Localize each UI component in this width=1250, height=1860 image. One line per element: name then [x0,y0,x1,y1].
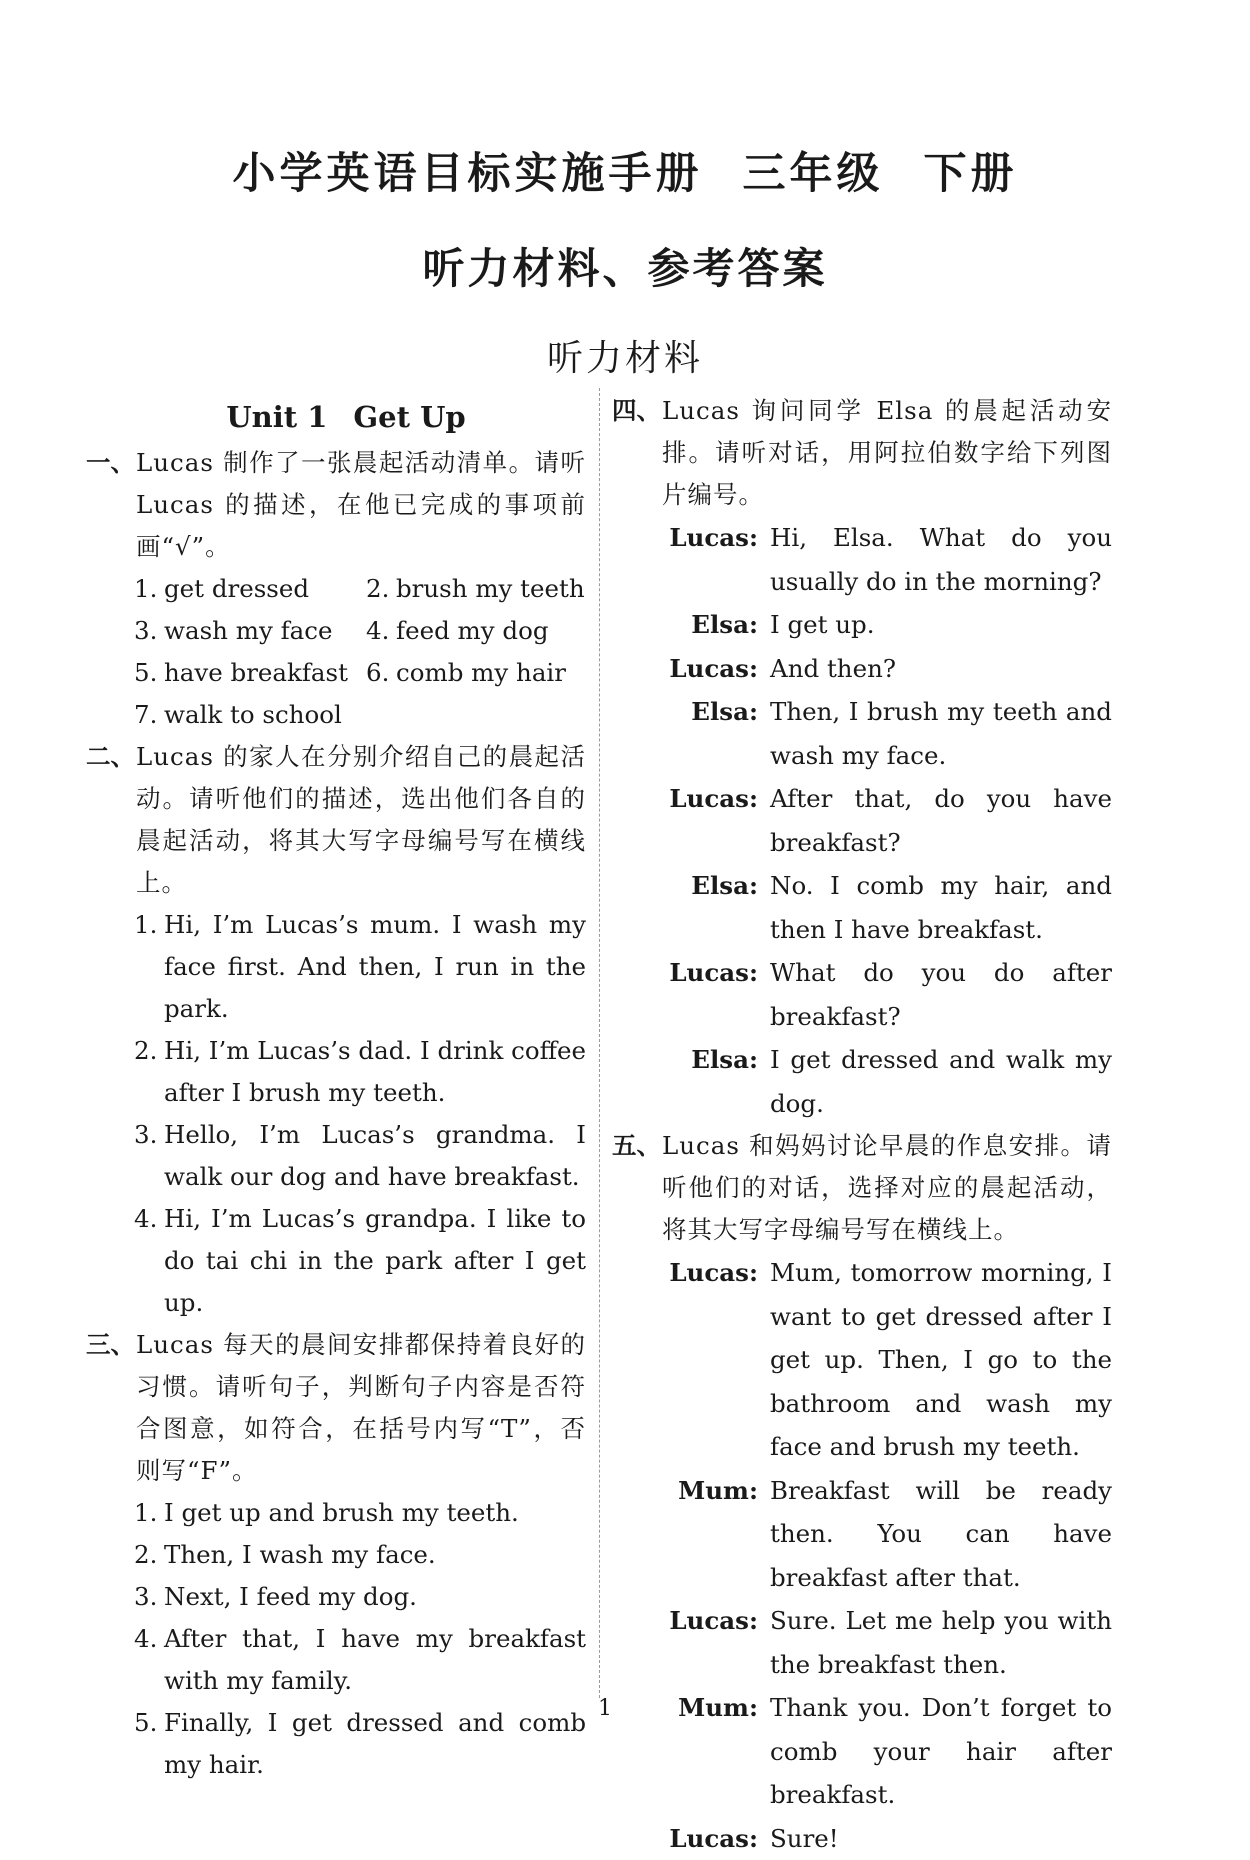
list-item [134,1198,586,1324]
dialogue-line [662,1469,1112,1600]
item-number: 7. [134,694,164,736]
item-number: 3. [134,610,164,652]
item-number: 5. [134,652,164,694]
list-item [134,1030,586,1114]
item-text: I get up and brush my teeth. [164,1492,586,1534]
item-number: 1. [134,568,164,610]
speaker: Elsa: [662,1038,770,1125]
question-1 [86,442,586,568]
item-number: 2. [366,568,396,610]
item-text: Hello, I’m Lucas’s grandma. I walk our dog and have breakfast. [164,1114,586,1198]
utterance: Breakfast will be ready then. You can have breakfast after that. [770,1469,1112,1600]
question-5 [612,1125,1112,1251]
dialogue-line [662,647,1112,691]
dialogue-line [662,1686,1112,1817]
question-3 [86,1324,586,1492]
question-1-items [86,568,586,736]
speaker: Lucas: [662,951,770,1038]
page-subtitle: 听力材料、参考答案 [0,236,1250,296]
dialogue-line [662,516,1112,603]
question-4 [612,390,1112,516]
item-text: Hi, I’m Lucas’s dad. I drink coffee after I brush my teeth. [164,1030,586,1114]
item-number: 4. [134,1618,164,1702]
item-number: 4. [366,610,396,652]
speaker: Lucas: [662,777,770,864]
list-item [366,652,586,694]
question-number: 一、 [86,442,136,568]
question-2 [86,736,586,904]
list-item [366,568,586,610]
item-number: 3. [134,1576,164,1618]
question-3-items [86,1492,586,1786]
item-number: 2. [134,1534,164,1576]
list-item [134,694,366,736]
list-item [134,568,366,610]
question-number: 二、 [86,736,136,904]
question-2-items [86,904,586,1324]
question-number: 三、 [86,1324,136,1492]
question-4-dialogue [662,516,1112,1125]
speaker: Lucas: [662,647,770,691]
utterance: Thank you. Don’t forget to comb your hair after breakfast. [770,1686,1112,1817]
item-text: wash my face [164,610,366,652]
speaker: Elsa: [662,690,770,777]
dialogue-line [662,951,1112,1038]
utterance: I get up. [770,603,1112,647]
title-part-1: 小学英语目标实施手册 [233,149,703,199]
item-text: Next, I feed my dog. [164,1576,586,1618]
question-instruction: Lucas 每天的晨间安排都保持着良好的习惯。请听句子，判断句子内容是否符合图意，如符合，在括号内写“T”，否则写“F”。 [136,1324,586,1492]
utterance: After that, do you have breakfast? [770,777,1112,864]
list-item [134,1576,586,1618]
utterance: Mum, tomorrow morning, I want to get dressed after I get up. Then, I go to the bathroom and wash my face and brush my teeth. [770,1251,1112,1469]
question-number: 五、 [612,1125,662,1251]
item-number: 1. [134,904,164,1030]
question-instruction: Lucas 的家人在分别介绍自己的晨起活动。请听他们的描述，选出他们各自的晨起活动，将其大写字母编号写在横线上。 [136,736,586,904]
dialogue-line [662,864,1112,951]
list-item [134,610,366,652]
speaker: Lucas: [662,1599,770,1686]
speaker: Mum: [662,1686,770,1817]
dialogue-line [662,1038,1112,1125]
list-item [134,904,586,1030]
section-title: 听力材料 [0,330,1250,381]
item-text: Hi, I’m Lucas’s mum. I wash my face first. And then, I run in the park. [164,904,586,1030]
column-divider [599,388,601,1698]
item-text: feed my dog [396,610,586,652]
utterance: Sure! [770,1817,1112,1860]
item-text: Finally, I get dressed and comb my hair. [164,1702,586,1786]
item-text: get dressed [164,568,366,610]
list-item [134,1618,586,1702]
item-number: 3. [134,1114,164,1198]
utterance: Sure. Let me help you with the breakfast then. [770,1599,1112,1686]
speaker: Lucas: [662,516,770,603]
item-number: 4. [134,1198,164,1324]
book-title [0,140,1250,201]
right-column [612,390,1112,1860]
question-instruction: Lucas 制作了一张晨起活动清单。请听 Lucas 的描述，在他已完成的事项前画“√”。 [136,442,586,568]
list-item [134,1534,586,1576]
list-item [134,1114,586,1198]
question-instruction: Lucas 询问同学 Elsa 的晨起活动安排。请听对话，用阿拉伯数字给下列图片编号。 [662,390,1112,516]
unit-label: Unit 1 [226,400,327,434]
item-number: 5. [134,1702,164,1786]
list-item [366,610,586,652]
item-text: Then, I wash my face. [164,1534,586,1576]
dialogue-line [662,1251,1112,1469]
question-5-dialogue [662,1251,1112,1860]
list-item [134,1492,586,1534]
speaker: Elsa: [662,864,770,951]
dialogue-line [662,690,1112,777]
speaker: Elsa: [662,603,770,647]
title-part-2: 三年级 [743,149,884,199]
item-number: 2. [134,1030,164,1114]
title-part-3: 下册 [924,149,1018,199]
item-number: 1. [134,1492,164,1534]
question-number: 四、 [612,390,662,516]
dialogue-line [662,1599,1112,1686]
item-text: comb my hair [396,652,586,694]
item-text: After that, I have my breakfast with my family. [164,1618,586,1702]
question-instruction: Lucas 和妈妈讨论早晨的作息安排。请听他们的对话，选择对应的晨起活动，将其大写字母编号写在横线上。 [662,1125,1112,1251]
unit-name: Get Up [353,400,465,434]
speaker: Mum: [662,1469,770,1600]
left-column [86,400,586,1786]
utterance: And then? [770,647,1112,691]
page-number: 1 [590,1696,620,1721]
item-text: Hi, I’m Lucas’s grandpa. I like to do tai chi in the park after I get up. [164,1198,586,1324]
unit-title [176,400,516,434]
utterance: Hi, Elsa. What do you usually do in the morning? [770,516,1112,603]
speaker: Lucas: [662,1251,770,1469]
item-number: 6. [366,652,396,694]
utterance: No. I comb my hair, and then I have breakfast. [770,864,1112,951]
item-text: brush my teeth [396,568,586,610]
dialogue-line [662,603,1112,647]
dialogue-line [662,777,1112,864]
list-item [134,1702,586,1786]
utterance: Then, I brush my teeth and wash my face. [770,690,1112,777]
speaker: Lucas: [662,1817,770,1860]
utterance: I get dressed and walk my dog. [770,1038,1112,1125]
utterance: What do you do after breakfast? [770,951,1112,1038]
item-text: have breakfast [164,652,366,694]
list-item [134,652,366,694]
dialogue-line [662,1817,1112,1860]
item-text: walk to school [164,694,366,736]
